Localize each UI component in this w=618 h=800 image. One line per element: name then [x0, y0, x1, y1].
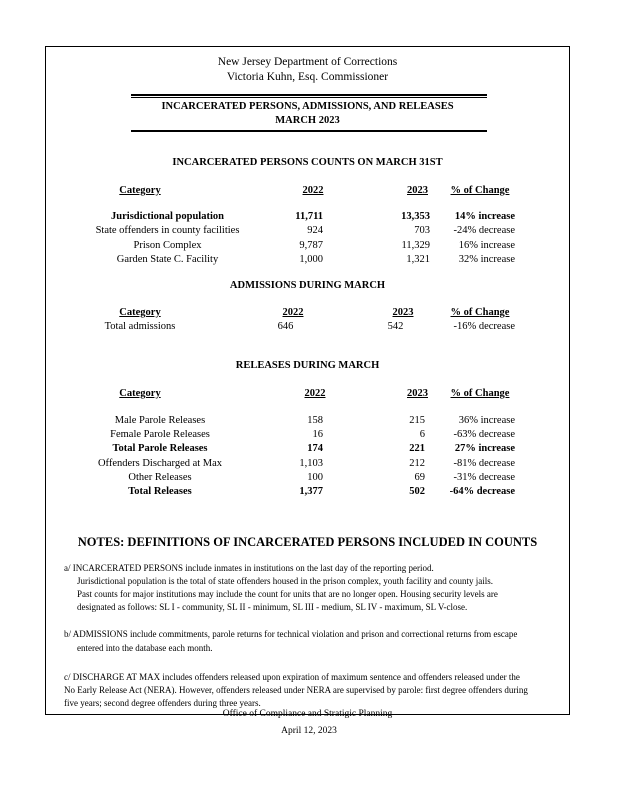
- row-value-2022: 646: [277, 321, 294, 332]
- incarcerated-col-2022: 2022: [302, 185, 324, 196]
- row-value-2022: 924: [307, 225, 323, 237]
- row-percent-change: -24% decrease: [453, 225, 515, 237]
- row-category: Garden State C. Facility: [116, 253, 219, 265]
- admissions-heading: ADMISSIONS DURING MARCH: [229, 280, 386, 291]
- admissions-col-2022: 2022: [282, 307, 304, 318]
- row-category: Other Releases: [128, 471, 192, 483]
- row-value-2022: 174: [307, 443, 323, 455]
- row-value-2023: 502: [409, 486, 425, 497]
- row-value-2023: 542: [387, 321, 404, 332]
- note-a-line1: a/ INCARCERATED PERSONS include inmates in institutions on the last day of the reporting period.: [64, 563, 434, 573]
- row-percent-change: 16% increase: [458, 239, 515, 251]
- row-value-2023: 6: [419, 429, 425, 441]
- row-value-2022: 1,103: [299, 457, 323, 469]
- note-c-line3: five years; second degree offenders during three years.: [64, 698, 261, 708]
- note-b-line1: b/ ADMISSIONS include commitments, parole returns for technical violation and prison and correctional returns from escape: [64, 629, 518, 639]
- row-category: State offenders in county facilities: [95, 225, 240, 237]
- incarcerated-col-2023: 2023: [407, 185, 428, 196]
- row-value-2023: 221: [409, 443, 425, 455]
- releases-col-category: Category: [119, 388, 161, 399]
- title-rule-bottom: [131, 130, 487, 132]
- row-percent-change: -16% decrease: [453, 321, 515, 332]
- row-category: Jurisdictional population: [111, 211, 224, 222]
- row-value-2022: 1,000: [299, 253, 323, 265]
- row-category: Male Parole Releases: [114, 415, 206, 426]
- row-category: Offenders Discharged at Max: [97, 457, 223, 469]
- row-value-2022: 100: [307, 471, 323, 483]
- note-a-line3: Past counts for major institutions may include the count for units that are no longer open. Housing security levels are: [77, 589, 498, 599]
- admissions-col-change: % of Change: [450, 307, 510, 318]
- row-percent-change: 32% increase: [458, 253, 515, 265]
- row-value-2023: 212: [409, 457, 425, 469]
- releases-col-2023: 2023: [407, 388, 428, 399]
- releases-col-2022: 2022: [304, 388, 326, 399]
- row-category: Total Parole Releases: [112, 443, 208, 455]
- row-value-2023: 215: [409, 415, 425, 426]
- row-percent-change: -64% decrease: [449, 486, 515, 497]
- row-value-2023: 11,329: [401, 239, 430, 251]
- note-a-line2: Jurisdictional population is the total of state offenders housed in the prison complex, youth facility and county jails.: [77, 576, 494, 586]
- row-value-2022: 1,377: [299, 486, 323, 497]
- note-c-line2: No Early Release Act (NERA). However, offenders released under NERA are supervised by parole: first degree offenders during: [64, 685, 528, 695]
- row-category: Total Releases: [128, 486, 192, 497]
- title-rule-top-thin: [131, 97, 487, 98]
- row-value-2023: 13,353: [401, 211, 430, 222]
- row-category: Female Parole Releases: [110, 429, 210, 441]
- row-value-2023: 1,321: [406, 253, 430, 265]
- row-percent-change: -31% decrease: [453, 471, 515, 483]
- row-percent-change: 27% increase: [454, 443, 515, 455]
- releases-heading: RELEASES DURING MARCH: [235, 360, 380, 371]
- incarcerated-col-change: % of Change: [450, 185, 510, 196]
- row-value-2022: 16: [312, 429, 323, 441]
- note-b-line2: entered into the database each month.: [77, 643, 213, 653]
- row-value-2022: 9,787: [299, 239, 323, 251]
- row-percent-change: -63% decrease: [453, 429, 515, 441]
- report-date: April 12, 2023: [281, 726, 337, 736]
- incarcerated-col-category: Category: [119, 185, 161, 196]
- row-value-2022: 158: [307, 415, 323, 426]
- row-percent-change: 14% increase: [454, 211, 515, 222]
- row-category: Total admissions: [104, 321, 176, 332]
- row-category: Prison Complex: [133, 239, 202, 251]
- notes-title: NOTES: DEFINITIONS OF INCARCERATED PERSONS INCLUDED IN COUNTS: [77, 535, 538, 549]
- note-c-line1: c/ DISCHARGE AT MAX includes offenders released upon expiration of maximum sentence and offenders released under the: [64, 672, 520, 682]
- report-period: MARCH 2023: [275, 115, 340, 126]
- office-name: Office of Compliance and Stratigic Planning: [222, 709, 393, 719]
- row-percent-change: 36% increase: [458, 415, 515, 426]
- row-value-2023: 69: [414, 471, 425, 483]
- row-percent-change: -81% decrease: [453, 457, 515, 469]
- note-a-line4: designated as follows: SL I - community, SL II - minimum, SL III - medium, SL IV - maximum, SL V-close.: [77, 602, 468, 612]
- title-rule-top: [131, 94, 487, 96]
- incarcerated-heading: INCARCERATED PERSONS COUNTS ON MARCH 31ST: [172, 157, 443, 168]
- row-value-2022: 11,711: [295, 211, 323, 222]
- agency-name: New Jersey Department of Corrections: [217, 56, 398, 68]
- page-border: [45, 46, 570, 715]
- admissions-col-category: Category: [119, 307, 161, 318]
- admissions-col-2023: 2023: [392, 307, 414, 318]
- commissioner-name: Victoria Kuhn, Esq. Commissioner: [226, 71, 389, 83]
- releases-col-change: % of Change: [450, 388, 510, 399]
- report-title: INCARCERATED PERSONS, ADMISSIONS, AND RELEASES: [161, 101, 454, 112]
- row-value-2023: 703: [414, 225, 430, 237]
